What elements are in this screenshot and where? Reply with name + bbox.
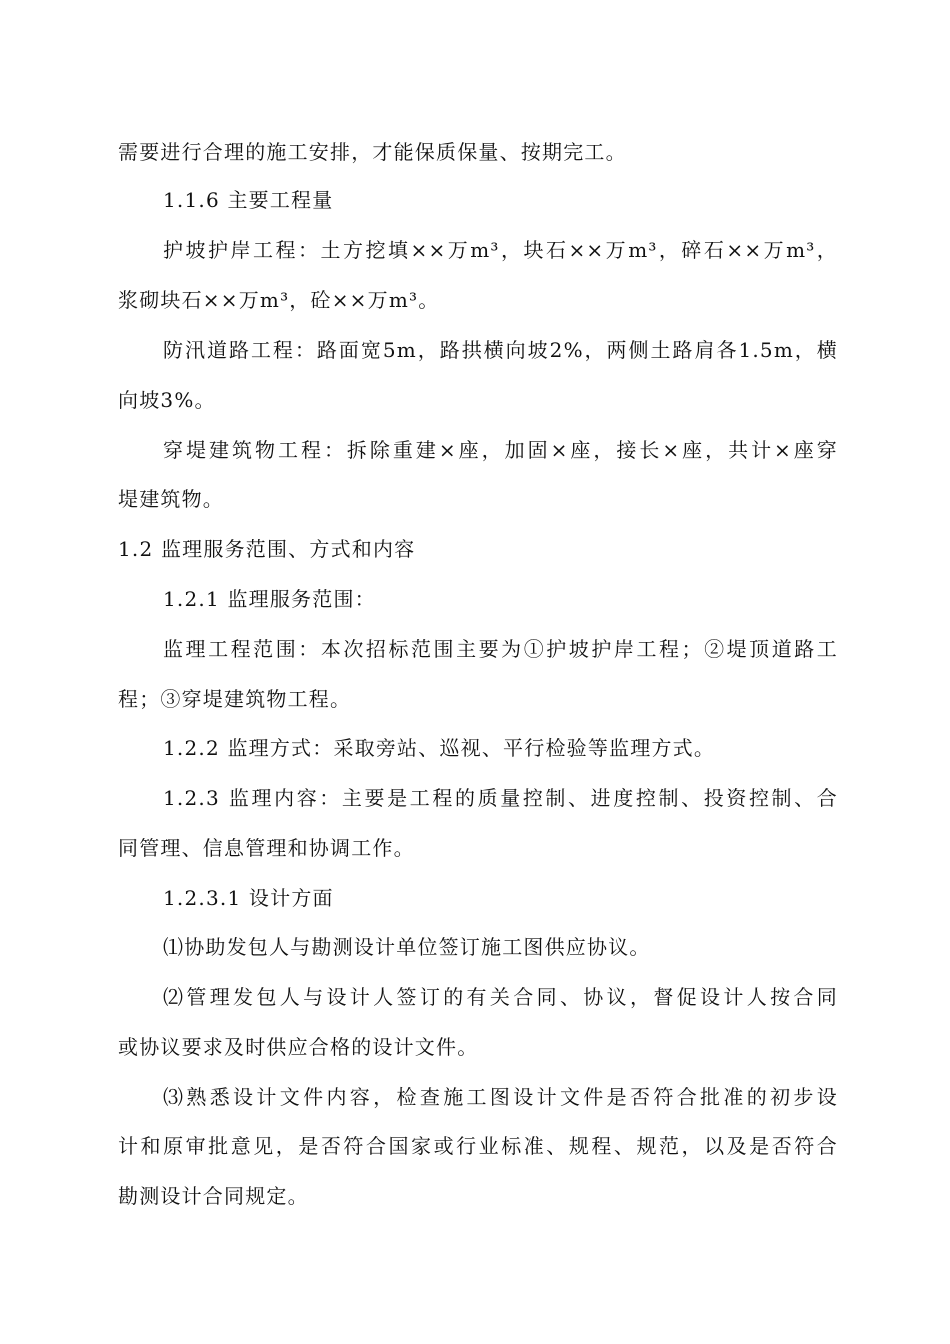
paragraph-line-7: 穿堤建筑物工程：拆除重建×座，加固×座，接长×座，共计×座穿	[163, 438, 838, 462]
paragraph-line-11: 监理工程范围：本次招标范围主要为①护坡护岸工程；②堤顶道路工	[163, 637, 838, 661]
section-heading-1-2-3-1: 1.2.3.1 设计方面	[163, 886, 334, 910]
section-heading-1-2: 1.2 监理服务范围、方式和内容	[118, 537, 416, 561]
paragraph-line-8: 堤建筑物。	[118, 487, 224, 511]
list-item-3-line-3: 勘测设计合同规定。	[118, 1184, 309, 1208]
list-item-2-line-1: ⑵管理发包人与设计人签订的有关合同、协议，督促设计人按合同	[163, 985, 838, 1009]
list-item-3-line-2: 计和原审批意见，是否符合国家或行业标准、规程、规范，以及是否符合	[118, 1134, 838, 1158]
list-item-3-line-1: ⑶熟悉设计文件内容，检查施工图设计文件是否符合批准的初步设	[163, 1085, 838, 1109]
paragraph-line-12: 程；③穿堤建筑物工程。	[118, 687, 352, 711]
section-heading-1-1-6: 1.1.6 主要工程量	[163, 188, 334, 212]
paragraph-line-5: 防汛道路工程：路面宽5m，路拱横向坡2%，两侧土路肩各1.5m，横	[163, 338, 838, 362]
paragraph-line-3: 护坡护岸工程：土方挖填××万m³，块石××万m³，碎石××万m³，	[163, 238, 838, 262]
paragraph-line-1: 需要进行合理的施工安排，才能保质保量、按期完工。	[118, 140, 627, 164]
list-item-2-line-2: 或协议要求及时供应合格的设计文件。	[118, 1035, 479, 1059]
list-item-1: ⑴协助发包人与勘测设计单位签订施工图供应协议。	[163, 935, 651, 959]
paragraph-line-6: 向坡3%。	[118, 388, 216, 412]
section-heading-1-2-1: 1.2.1 监理服务范围：	[163, 587, 376, 611]
section-heading-1-2-2: 1.2.2 监理方式：采取旁站、巡视、平行检验等监理方式。	[163, 736, 716, 760]
paragraph-line-4: 浆砌块石××万m³，砼××万m³。	[118, 288, 440, 312]
section-heading-1-2-3: 1.2.3 监理内容：主要是工程的质量控制、进度控制、投资控制、合	[163, 786, 838, 810]
paragraph-line-15: 同管理、信息管理和协调工作。	[118, 836, 415, 860]
